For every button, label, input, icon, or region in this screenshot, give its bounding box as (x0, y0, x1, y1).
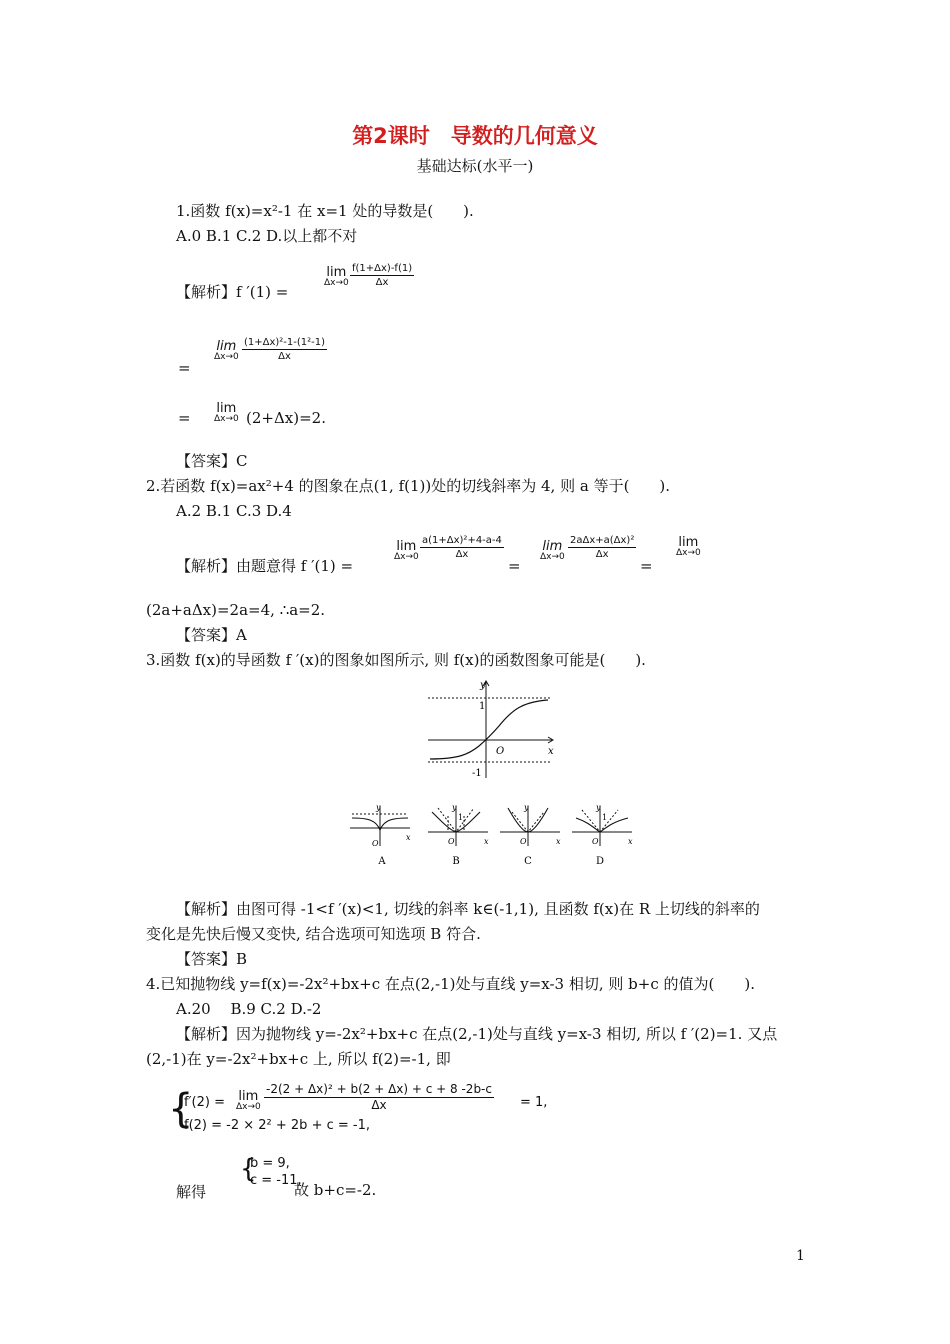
q1-fraction-1 (350, 262, 414, 289)
sol2: c = -11, (250, 1173, 302, 1188)
sys2: f(2) = -2 × 2² + 2b + c = -1, (184, 1118, 370, 1133)
q4-analysis-line1: 【解析】因为抛物线 y=-2x²+bx+c 在点(2,-1)处与直线 y=x-3 相切, 所以 f ′(2)=1. 又点 (176, 1025, 778, 1043)
svg-text:O: O (520, 837, 527, 846)
svg-text:x: x (484, 837, 489, 846)
q1-stem: 1.函数 f(x)=x²-1 在 x=1 处的导数是( ). (176, 202, 474, 220)
q4-analysis-line2: (2,-1)在 y=-2x²+bx+c 上, 所以 f(2)=-1, 即 (146, 1050, 451, 1068)
fraction-numerator: (1+Δx)²-1-(1²-1) (244, 337, 326, 348)
fraction-numerator: 2aΔx+a(Δx)² (570, 535, 635, 546)
lim-sub: Δx→0 (676, 548, 701, 558)
q1-options: A.0 B.1 C.2 D.以上都不对 (176, 227, 358, 245)
svg-text:O: O (592, 837, 599, 846)
lim-word: lim (216, 339, 237, 354)
q3-analysis-line2: 变化是先快后慢又变快, 结合选项可知选项 B 符合. (146, 925, 481, 943)
q2-limit-3 (676, 536, 701, 558)
page-number: 1 (796, 1248, 805, 1264)
q4-limit (236, 1090, 261, 1112)
fraction-numerator: f(1+Δx)-f(1) (352, 263, 413, 274)
choice-a-label: A (378, 856, 386, 867)
lim-word: lim (396, 539, 417, 554)
choice-a-graph (350, 803, 411, 867)
q1-answer: 【答案】C (176, 452, 248, 470)
choice-d-graph (572, 803, 633, 867)
choice-b-graph (428, 803, 489, 867)
q1-limit-2 (214, 340, 239, 362)
q3-analysis-line1: 【解析】由图可得 -1<f ′(x)<1, 切线的斜率 k∈(-1,1), 且函数 f(x)在 R 上切线的斜率的 (176, 900, 760, 918)
sys1-right: = 1, (520, 1095, 548, 1110)
q2-analysis-label: 【解析】由题意得 f ′(1) = (176, 557, 354, 575)
derivative-curve (430, 700, 548, 759)
system-brace: { (168, 1086, 194, 1132)
svg-text:y: y (376, 803, 381, 812)
q1-equals-1: = (178, 359, 191, 377)
svg-text:y: y (596, 803, 601, 812)
svg-text:1: 1 (458, 813, 464, 822)
q2-equals-2: = (640, 557, 653, 575)
fraction-numerator: -2(2 + Δx)² + b(2 + Δx) + c + 8 -2b-c (266, 1082, 492, 1096)
q4-options: A.20 B.9 C.2 D.-2 (176, 1000, 322, 1018)
page-subtitle: 基础达标(水平一) (416, 157, 534, 175)
derivative-graph (424, 676, 560, 782)
choice-c-label: C (524, 856, 532, 867)
q1-analysis-label: 【解析】f ′(1) = (176, 283, 289, 301)
choice-b-label: B (452, 856, 460, 867)
lim-sub: Δx→0 (394, 552, 419, 562)
fraction-denominator: Δx (375, 277, 389, 288)
sol1: b = 9, (250, 1156, 290, 1171)
tick-one: 1 (479, 701, 486, 712)
solve-label: 解得 (176, 1183, 207, 1201)
tick-neg-one: -1 (472, 768, 482, 779)
lim-word: lim (542, 539, 563, 554)
choice-c-graph (500, 803, 561, 867)
q4-conclusion: 故 b+c=-2. (294, 1181, 377, 1199)
q1-limit-3 (214, 402, 239, 424)
svg-text:1: 1 (602, 813, 608, 822)
q2-options: A.2 B.1 C.3 D.4 (176, 502, 292, 520)
fraction-denominator: Δx (595, 549, 609, 560)
x-axis-label: x (548, 746, 554, 757)
origin-label: O (496, 746, 505, 757)
svg-text:O: O (372, 839, 379, 848)
sys1-left: f′(2) = (184, 1095, 225, 1110)
q1-result: (2+Δx)=2. (246, 409, 326, 427)
q4-system-fraction (264, 1082, 494, 1113)
svg-text:y: y (452, 803, 457, 812)
q2-fraction-1 (420, 534, 504, 561)
q2-answer: 【答案】A (176, 626, 247, 644)
q2-limit-2 (540, 540, 565, 562)
q4-stem: 4.已知抛物线 y=f(x)=-2x²+bx+c 在点(2,-1)处与直线 y=x-3 相切, 则 b+c 的值为( ). (146, 975, 755, 993)
lim-word: lim (326, 265, 347, 280)
svg-text:x: x (556, 837, 561, 846)
solution-brace: { (240, 1154, 257, 1184)
q2-equals-1: = (508, 557, 521, 575)
q1-limit-1 (324, 266, 349, 288)
q2-fraction-2 (568, 534, 636, 561)
fraction-denominator: Δx (371, 1098, 387, 1112)
q3-answer: 【答案】B (176, 950, 248, 968)
q1-fraction-2 (242, 336, 327, 363)
svg-text:y: y (524, 803, 529, 812)
lim-sub: Δx→0 (324, 278, 349, 288)
fraction-denominator: Δx (278, 351, 291, 362)
q2-line2: (2a+aΔx)=2a=4, ∴a=2. (146, 601, 326, 619)
q1-equals-2: = (178, 409, 191, 427)
fraction-numerator: a(1+Δx)²+4-a-4 (422, 535, 502, 546)
lim-word: lim (678, 535, 699, 550)
q3-stem: 3.函数 f(x)的导函数 f ′(x)的图象如图所示, 则 f(x)的函数图象可能是( ). (146, 651, 646, 669)
lim-word: lim (216, 401, 237, 416)
lim-sub: Δx→0 (214, 414, 239, 424)
lim-sub: Δx→0 (214, 352, 239, 362)
lim-word: lim (238, 1089, 259, 1104)
lim-sub: Δx→0 (540, 552, 565, 562)
answer-choices-graphs (348, 802, 640, 872)
lim-sub: Δx→0 (236, 1102, 261, 1112)
page-title: 第2课时 导数的几何意义 (352, 124, 598, 148)
svg-text:O: O (448, 837, 455, 846)
choice-d-label: D (595, 856, 605, 867)
q2-limit-1 (394, 540, 419, 562)
y-axis-label: y (480, 680, 486, 691)
svg-text:x: x (628, 837, 633, 846)
q2-stem: 2.若函数 f(x)=ax²+4 的图象在点(1, f(1))处的切线斜率为 4, 则 a 等于( ). (146, 477, 671, 495)
fraction-denominator: Δx (455, 549, 469, 560)
svg-text:x: x (406, 833, 411, 842)
